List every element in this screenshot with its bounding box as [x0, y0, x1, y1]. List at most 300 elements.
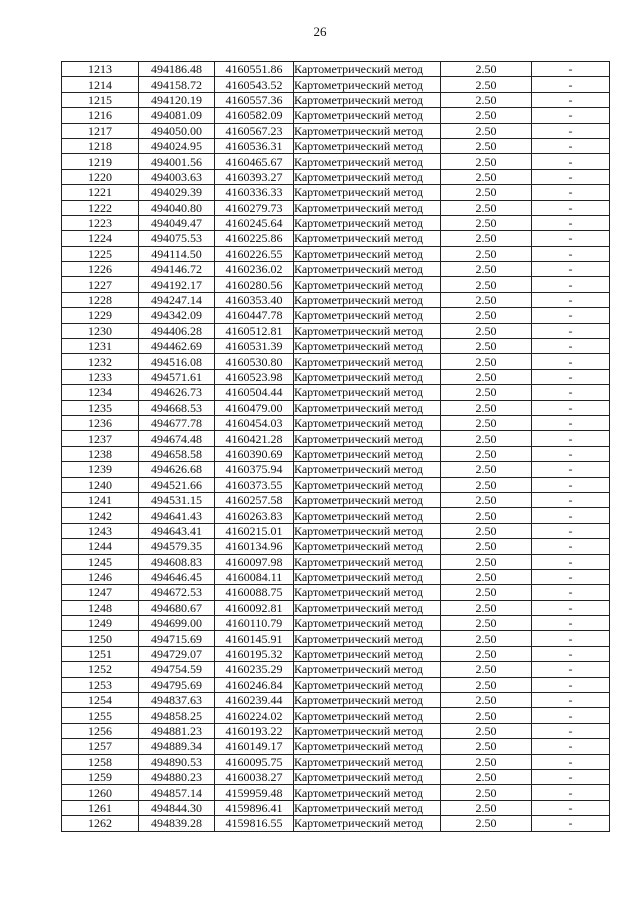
- note-cell: -: [532, 754, 610, 769]
- y-coordinate-cell: 4160149.17: [215, 739, 294, 754]
- y-coordinate-cell: 4160551.86: [215, 62, 294, 77]
- x-coordinate-cell: 494114.50: [139, 246, 215, 261]
- note-cell: -: [532, 569, 610, 584]
- point-number-cell: 1221: [62, 185, 139, 200]
- y-coordinate-cell: 4160110.79: [215, 616, 294, 631]
- method-cell: Картометрический метод: [294, 446, 441, 461]
- note-cell: -: [532, 462, 610, 477]
- method-cell: Картометрический метод: [294, 262, 441, 277]
- x-coordinate-cell: 494880.23: [139, 769, 215, 784]
- table-row: [62, 754, 610, 769]
- point-number-cell: 1228: [62, 292, 139, 307]
- y-coordinate-cell: 4160245.64: [215, 215, 294, 230]
- method-cell: Картометрический метод: [294, 569, 441, 584]
- point-number-cell: 1256: [62, 723, 139, 738]
- accuracy-cell: 2.50: [441, 77, 532, 92]
- table-row: [62, 492, 610, 507]
- point-number-cell: 1250: [62, 631, 139, 646]
- x-coordinate-cell: 494890.53: [139, 754, 215, 769]
- table-row: [62, 585, 610, 600]
- y-coordinate-cell: 4160543.52: [215, 77, 294, 92]
- accuracy-cell: 2.50: [441, 646, 532, 661]
- note-cell: -: [532, 800, 610, 815]
- note-cell: -: [532, 246, 610, 261]
- note-cell: -: [532, 385, 610, 400]
- table-row: [62, 369, 610, 384]
- note-cell: -: [532, 262, 610, 277]
- accuracy-cell: 2.50: [441, 138, 532, 153]
- point-number-cell: 1245: [62, 554, 139, 569]
- accuracy-cell: 2.50: [441, 277, 532, 292]
- accuracy-cell: 2.50: [441, 585, 532, 600]
- method-cell: Картометрический метод: [294, 600, 441, 615]
- y-coordinate-cell: 4160257.58: [215, 492, 294, 507]
- note-cell: -: [532, 138, 610, 153]
- method-cell: Картометрический метод: [294, 754, 441, 769]
- table-row: [62, 323, 610, 338]
- table-row: [62, 400, 610, 415]
- x-coordinate-cell: 494626.73: [139, 385, 215, 400]
- note-cell: -: [532, 446, 610, 461]
- y-coordinate-cell: 4159896.41: [215, 800, 294, 815]
- x-coordinate-cell: 494844.30: [139, 800, 215, 815]
- x-coordinate-cell: 494516.08: [139, 354, 215, 369]
- x-coordinate-cell: 494668.53: [139, 400, 215, 415]
- accuracy-cell: 2.50: [441, 662, 532, 677]
- point-number-cell: 1241: [62, 492, 139, 507]
- accuracy-cell: 2.50: [441, 600, 532, 615]
- x-coordinate-cell: 494857.14: [139, 785, 215, 800]
- note-cell: -: [532, 369, 610, 384]
- accuracy-cell: 2.50: [441, 246, 532, 261]
- note-cell: -: [532, 77, 610, 92]
- point-number-cell: 1233: [62, 369, 139, 384]
- x-coordinate-cell: 494839.28: [139, 816, 215, 831]
- method-cell: Картометрический метод: [294, 800, 441, 815]
- note-cell: -: [532, 554, 610, 569]
- accuracy-cell: 2.50: [441, 369, 532, 384]
- y-coordinate-cell: 4160465.67: [215, 154, 294, 169]
- method-cell: Картометрический метод: [294, 92, 441, 107]
- y-coordinate-cell: 4160263.83: [215, 508, 294, 523]
- method-cell: Картометрический метод: [294, 816, 441, 831]
- x-coordinate-cell: 494120.19: [139, 92, 215, 107]
- point-number-cell: 1251: [62, 646, 139, 661]
- point-number-cell: 1237: [62, 431, 139, 446]
- method-cell: Картометрический метод: [294, 554, 441, 569]
- accuracy-cell: 2.50: [441, 323, 532, 338]
- x-coordinate-cell: 494881.23: [139, 723, 215, 738]
- accuracy-cell: 2.50: [441, 508, 532, 523]
- x-coordinate-cell: 494579.35: [139, 539, 215, 554]
- method-cell: Картометрический метод: [294, 492, 441, 507]
- table-row: [62, 77, 610, 92]
- y-coordinate-cell: 4160536.31: [215, 138, 294, 153]
- y-coordinate-cell: 4160567.23: [215, 123, 294, 138]
- y-coordinate-cell: 4160390.69: [215, 446, 294, 461]
- accuracy-cell: 2.50: [441, 185, 532, 200]
- y-coordinate-cell: 4160134.96: [215, 539, 294, 554]
- y-coordinate-cell: 4160195.32: [215, 646, 294, 661]
- method-cell: Картометрический метод: [294, 292, 441, 307]
- method-cell: Картометрический метод: [294, 323, 441, 338]
- point-number-cell: 1224: [62, 231, 139, 246]
- accuracy-cell: 2.50: [441, 354, 532, 369]
- point-number-cell: 1258: [62, 754, 139, 769]
- y-coordinate-cell: 4160336.33: [215, 185, 294, 200]
- method-cell: Картометрический метод: [294, 431, 441, 446]
- x-coordinate-cell: 494889.34: [139, 739, 215, 754]
- note-cell: -: [532, 200, 610, 215]
- note-cell: -: [532, 169, 610, 184]
- table-row: [62, 462, 610, 477]
- accuracy-cell: 2.50: [441, 415, 532, 430]
- point-number-cell: 1255: [62, 708, 139, 723]
- table-row: [62, 739, 610, 754]
- table-row: [62, 92, 610, 107]
- accuracy-cell: 2.50: [441, 477, 532, 492]
- method-cell: Картометрический метод: [294, 662, 441, 677]
- note-cell: -: [532, 277, 610, 292]
- x-coordinate-cell: 494075.53: [139, 231, 215, 246]
- method-cell: Картометрический метод: [294, 462, 441, 477]
- table-row: [62, 785, 610, 800]
- point-number-cell: 1229: [62, 308, 139, 323]
- x-coordinate-cell: 494754.59: [139, 662, 215, 677]
- method-cell: Картометрический метод: [294, 523, 441, 538]
- table-row: [62, 523, 610, 538]
- note-cell: -: [532, 723, 610, 738]
- y-coordinate-cell: 4160279.73: [215, 200, 294, 215]
- accuracy-cell: 2.50: [441, 723, 532, 738]
- accuracy-cell: 2.50: [441, 446, 532, 461]
- accuracy-cell: 2.50: [441, 462, 532, 477]
- method-cell: Картометрический метод: [294, 138, 441, 153]
- point-number-cell: 1215: [62, 92, 139, 107]
- y-coordinate-cell: 4160393.27: [215, 169, 294, 184]
- accuracy-cell: 2.50: [441, 308, 532, 323]
- point-number-cell: 1249: [62, 616, 139, 631]
- note-cell: -: [532, 339, 610, 354]
- y-coordinate-cell: 4160097.98: [215, 554, 294, 569]
- table-row: [62, 308, 610, 323]
- accuracy-cell: 2.50: [441, 739, 532, 754]
- y-coordinate-cell: 4160246.84: [215, 677, 294, 692]
- accuracy-cell: 2.50: [441, 215, 532, 230]
- table-row: [62, 385, 610, 400]
- y-coordinate-cell: 4160193.22: [215, 723, 294, 738]
- x-coordinate-cell: 494837.63: [139, 693, 215, 708]
- method-cell: Картометрический метод: [294, 585, 441, 600]
- method-cell: Картометрический метод: [294, 200, 441, 215]
- point-number-cell: 1232: [62, 354, 139, 369]
- point-number-cell: 1234: [62, 385, 139, 400]
- point-number-cell: 1236: [62, 415, 139, 430]
- coordinates-table: [61, 61, 610, 832]
- point-number-cell: 1254: [62, 693, 139, 708]
- method-cell: Картометрический метод: [294, 62, 441, 77]
- point-number-cell: 1261: [62, 800, 139, 815]
- y-coordinate-cell: 4160582.09: [215, 108, 294, 123]
- accuracy-cell: 2.50: [441, 554, 532, 569]
- x-coordinate-cell: 494040.80: [139, 200, 215, 215]
- accuracy-cell: 2.50: [441, 200, 532, 215]
- table-row: [62, 600, 610, 615]
- table-row: [62, 231, 610, 246]
- accuracy-cell: 2.50: [441, 569, 532, 584]
- x-coordinate-cell: 494406.28: [139, 323, 215, 338]
- method-cell: Картометрический метод: [294, 308, 441, 323]
- table-row: [62, 646, 610, 661]
- accuracy-cell: 2.50: [441, 539, 532, 554]
- table-row: [62, 662, 610, 677]
- x-coordinate-cell: 494643.41: [139, 523, 215, 538]
- note-cell: -: [532, 677, 610, 692]
- method-cell: Картометрический метод: [294, 215, 441, 230]
- y-coordinate-cell: 4160530.80: [215, 354, 294, 369]
- accuracy-cell: 2.50: [441, 616, 532, 631]
- point-number-cell: 1252: [62, 662, 139, 677]
- point-number-cell: 1259: [62, 769, 139, 784]
- table-row: [62, 677, 610, 692]
- y-coordinate-cell: 4160557.36: [215, 92, 294, 107]
- x-coordinate-cell: 494024.95: [139, 138, 215, 153]
- note-cell: -: [532, 215, 610, 230]
- x-coordinate-cell: 494729.07: [139, 646, 215, 661]
- accuracy-cell: 2.50: [441, 62, 532, 77]
- note-cell: -: [532, 92, 610, 107]
- note-cell: -: [532, 123, 610, 138]
- table-row: [62, 800, 610, 815]
- note-cell: -: [532, 415, 610, 430]
- point-number-cell: 1262: [62, 816, 139, 831]
- x-coordinate-cell: 494677.78: [139, 415, 215, 430]
- note-cell: -: [532, 431, 610, 446]
- note-cell: -: [532, 600, 610, 615]
- table-row: [62, 431, 610, 446]
- y-coordinate-cell: 4159816.55: [215, 816, 294, 831]
- table-row: [62, 554, 610, 569]
- note-cell: -: [532, 769, 610, 784]
- x-coordinate-cell: 494521.66: [139, 477, 215, 492]
- method-cell: Картометрический метод: [294, 677, 441, 692]
- point-number-cell: 1246: [62, 569, 139, 584]
- accuracy-cell: 2.50: [441, 677, 532, 692]
- x-coordinate-cell: 494531.15: [139, 492, 215, 507]
- table-row: [62, 138, 610, 153]
- point-number-cell: 1218: [62, 138, 139, 153]
- table-row: [62, 246, 610, 261]
- point-number-cell: 1225: [62, 246, 139, 261]
- point-number-cell: 1240: [62, 477, 139, 492]
- point-number-cell: 1247: [62, 585, 139, 600]
- note-cell: -: [532, 477, 610, 492]
- y-coordinate-cell: 4160145.91: [215, 631, 294, 646]
- table-row: [62, 123, 610, 138]
- x-coordinate-cell: 494146.72: [139, 262, 215, 277]
- y-coordinate-cell: 4160479.00: [215, 400, 294, 415]
- point-number-cell: 1216: [62, 108, 139, 123]
- method-cell: Картометрический метод: [294, 369, 441, 384]
- x-coordinate-cell: 494626.68: [139, 462, 215, 477]
- accuracy-cell: 2.50: [441, 631, 532, 646]
- x-coordinate-cell: 494641.43: [139, 508, 215, 523]
- point-number-cell: 1226: [62, 262, 139, 277]
- table-row: [62, 569, 610, 584]
- accuracy-cell: 2.50: [441, 785, 532, 800]
- method-cell: Картометрический метод: [294, 693, 441, 708]
- table-row: [62, 154, 610, 169]
- method-cell: Картометрический метод: [294, 354, 441, 369]
- table-row: [62, 616, 610, 631]
- accuracy-cell: 2.50: [441, 492, 532, 507]
- table-row: [62, 693, 610, 708]
- method-cell: Картометрический метод: [294, 708, 441, 723]
- accuracy-cell: 2.50: [441, 693, 532, 708]
- method-cell: Картометрический метод: [294, 169, 441, 184]
- note-cell: -: [532, 739, 610, 754]
- x-coordinate-cell: 494247.14: [139, 292, 215, 307]
- method-cell: Картометрический метод: [294, 77, 441, 92]
- method-cell: Картометрический метод: [294, 539, 441, 554]
- point-number-cell: 1214: [62, 77, 139, 92]
- accuracy-cell: 2.50: [441, 523, 532, 538]
- accuracy-cell: 2.50: [441, 123, 532, 138]
- note-cell: -: [532, 323, 610, 338]
- x-coordinate-cell: 494571.61: [139, 369, 215, 384]
- method-cell: Картометрический метод: [294, 154, 441, 169]
- note-cell: -: [532, 62, 610, 77]
- accuracy-cell: 2.50: [441, 154, 532, 169]
- y-coordinate-cell: 4160225.86: [215, 231, 294, 246]
- accuracy-cell: 2.50: [441, 292, 532, 307]
- point-number-cell: 1260: [62, 785, 139, 800]
- note-cell: -: [532, 308, 610, 323]
- x-coordinate-cell: 494674.48: [139, 431, 215, 446]
- method-cell: Картометрический метод: [294, 415, 441, 430]
- table-row: [62, 631, 610, 646]
- y-coordinate-cell: 4160512.81: [215, 323, 294, 338]
- y-coordinate-cell: 4160373.55: [215, 477, 294, 492]
- y-coordinate-cell: 4160215.01: [215, 523, 294, 538]
- table-row: [62, 354, 610, 369]
- y-coordinate-cell: 4160280.56: [215, 277, 294, 292]
- note-cell: -: [532, 708, 610, 723]
- x-coordinate-cell: 494001.56: [139, 154, 215, 169]
- method-cell: Картометрический метод: [294, 739, 441, 754]
- method-cell: Картометрический метод: [294, 631, 441, 646]
- note-cell: -: [532, 523, 610, 538]
- table-row: [62, 200, 610, 215]
- table-row: [62, 339, 610, 354]
- note-cell: -: [532, 816, 610, 831]
- x-coordinate-cell: 494658.58: [139, 446, 215, 461]
- point-number-cell: 1217: [62, 123, 139, 138]
- accuracy-cell: 2.50: [441, 816, 532, 831]
- note-cell: -: [532, 785, 610, 800]
- x-coordinate-cell: 494186.48: [139, 62, 215, 77]
- point-number-cell: 1230: [62, 323, 139, 338]
- x-coordinate-cell: 494158.72: [139, 77, 215, 92]
- y-coordinate-cell: 4160038.27: [215, 769, 294, 784]
- x-coordinate-cell: 494646.45: [139, 569, 215, 584]
- note-cell: -: [532, 508, 610, 523]
- method-cell: Картометрический метод: [294, 339, 441, 354]
- method-cell: Картометрический метод: [294, 123, 441, 138]
- table-row: [62, 277, 610, 292]
- x-coordinate-cell: 494081.09: [139, 108, 215, 123]
- point-number-cell: 1220: [62, 169, 139, 184]
- page-number: 26: [313, 24, 327, 39]
- y-coordinate-cell: 4160531.39: [215, 339, 294, 354]
- accuracy-cell: 2.50: [441, 262, 532, 277]
- y-coordinate-cell: 4160236.02: [215, 262, 294, 277]
- y-coordinate-cell: 4160224.02: [215, 708, 294, 723]
- accuracy-cell: 2.50: [441, 108, 532, 123]
- y-coordinate-cell: 4160095.75: [215, 754, 294, 769]
- point-number-cell: 1243: [62, 523, 139, 538]
- method-cell: Картометрический метод: [294, 231, 441, 246]
- point-number-cell: 1242: [62, 508, 139, 523]
- coordinates-table-body: [62, 62, 610, 832]
- y-coordinate-cell: 4160226.55: [215, 246, 294, 261]
- note-cell: -: [532, 662, 610, 677]
- point-number-cell: 1253: [62, 677, 139, 692]
- note-cell: -: [532, 231, 610, 246]
- note-cell: -: [532, 693, 610, 708]
- y-coordinate-cell: 4160447.78: [215, 308, 294, 323]
- accuracy-cell: 2.50: [441, 385, 532, 400]
- accuracy-cell: 2.50: [441, 169, 532, 184]
- table-row: [62, 262, 610, 277]
- y-coordinate-cell: 4160504.44: [215, 385, 294, 400]
- table-row: [62, 723, 610, 738]
- note-cell: -: [532, 292, 610, 307]
- y-coordinate-cell: 4160523.98: [215, 369, 294, 384]
- y-coordinate-cell: 4160092.81: [215, 600, 294, 615]
- method-cell: Картометрический метод: [294, 785, 441, 800]
- x-coordinate-cell: 494608.83: [139, 554, 215, 569]
- accuracy-cell: 2.50: [441, 400, 532, 415]
- x-coordinate-cell: 494858.25: [139, 708, 215, 723]
- table-row: [62, 215, 610, 230]
- note-cell: -: [532, 646, 610, 661]
- point-number-cell: 1239: [62, 462, 139, 477]
- y-coordinate-cell: 4160088.75: [215, 585, 294, 600]
- point-number-cell: 1235: [62, 400, 139, 415]
- x-coordinate-cell: 494795.69: [139, 677, 215, 692]
- table-row: [62, 62, 610, 77]
- x-coordinate-cell: 494003.63: [139, 169, 215, 184]
- y-coordinate-cell: 4160239.44: [215, 693, 294, 708]
- table-row: [62, 769, 610, 784]
- table-row: [62, 477, 610, 492]
- point-number-cell: 1222: [62, 200, 139, 215]
- point-number-cell: 1231: [62, 339, 139, 354]
- note-cell: -: [532, 616, 610, 631]
- accuracy-cell: 2.50: [441, 339, 532, 354]
- note-cell: -: [532, 154, 610, 169]
- method-cell: Картометрический метод: [294, 508, 441, 523]
- x-coordinate-cell: 494672.53: [139, 585, 215, 600]
- note-cell: -: [532, 585, 610, 600]
- note-cell: -: [532, 108, 610, 123]
- table-row: [62, 539, 610, 554]
- method-cell: Картометрический метод: [294, 400, 441, 415]
- point-number-cell: 1248: [62, 600, 139, 615]
- note-cell: -: [532, 631, 610, 646]
- accuracy-cell: 2.50: [441, 231, 532, 246]
